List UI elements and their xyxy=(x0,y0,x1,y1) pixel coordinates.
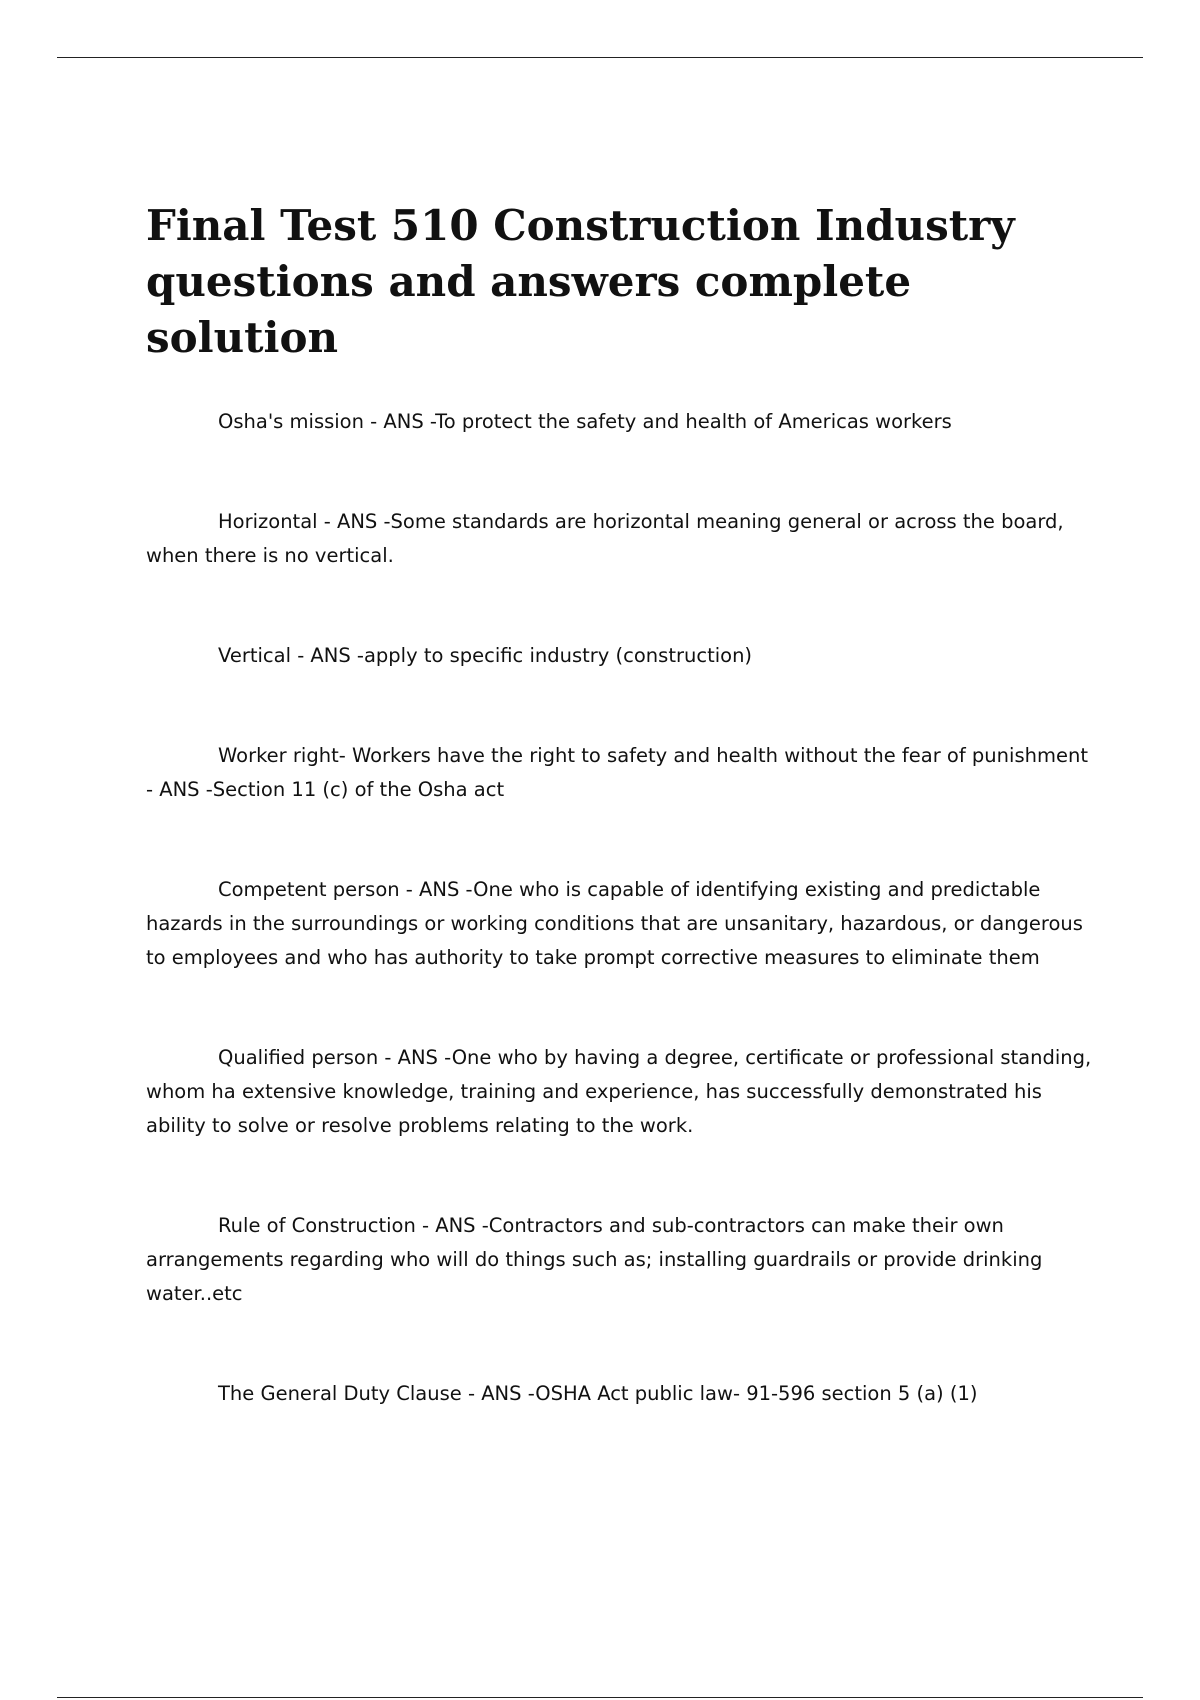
header-rule xyxy=(57,57,1143,58)
qa-item: The General Duty Clause - ANS -OSHA Act public law- 91-596 section 5 (a) (1) xyxy=(218,1382,978,1405)
footer-rule xyxy=(57,1697,1143,1698)
qa-list xyxy=(146,405,1096,1477)
qa-item: Competent person - ANS -One who is capable of identifying existing and predictable hazards in the surroundings or working conditions that are unsanitary, hazardous, or dangerous to employees and who has authority to take prompt corrective measures to eliminate them xyxy=(146,878,1083,969)
qa-item: Qualified person - ANS -One who by having a degree, certificate or professional standing, whom ha extensive knowledge, training and experience, has successfully demonstrated his ability to solve or resolve problems relating to the work. xyxy=(146,1046,1092,1137)
qa-item: Horizontal - ANS -Some standards are horizontal meaning general or across the board, when there is no vertical. xyxy=(146,510,1064,567)
qa-item: Vertical - ANS -apply to specific industry (construction) xyxy=(218,644,753,667)
qa-item: Osha's mission - ANS -To protect the safety and health of Americas workers xyxy=(218,410,952,433)
qa-item: Rule of Construction - ANS -Contractors and sub-contractors can make their own arrangements regarding who will do things such as; installing guardrails or provide drinking water..etc xyxy=(146,1214,1043,1305)
document-title: Final Test 510 Construction Industry questions and answers complete solution xyxy=(146,201,1015,362)
qa-item: Worker right- Workers have the right to safety and health without the fear of punishment - ANS -Section 11 (c) of the Osha act xyxy=(146,744,1088,801)
